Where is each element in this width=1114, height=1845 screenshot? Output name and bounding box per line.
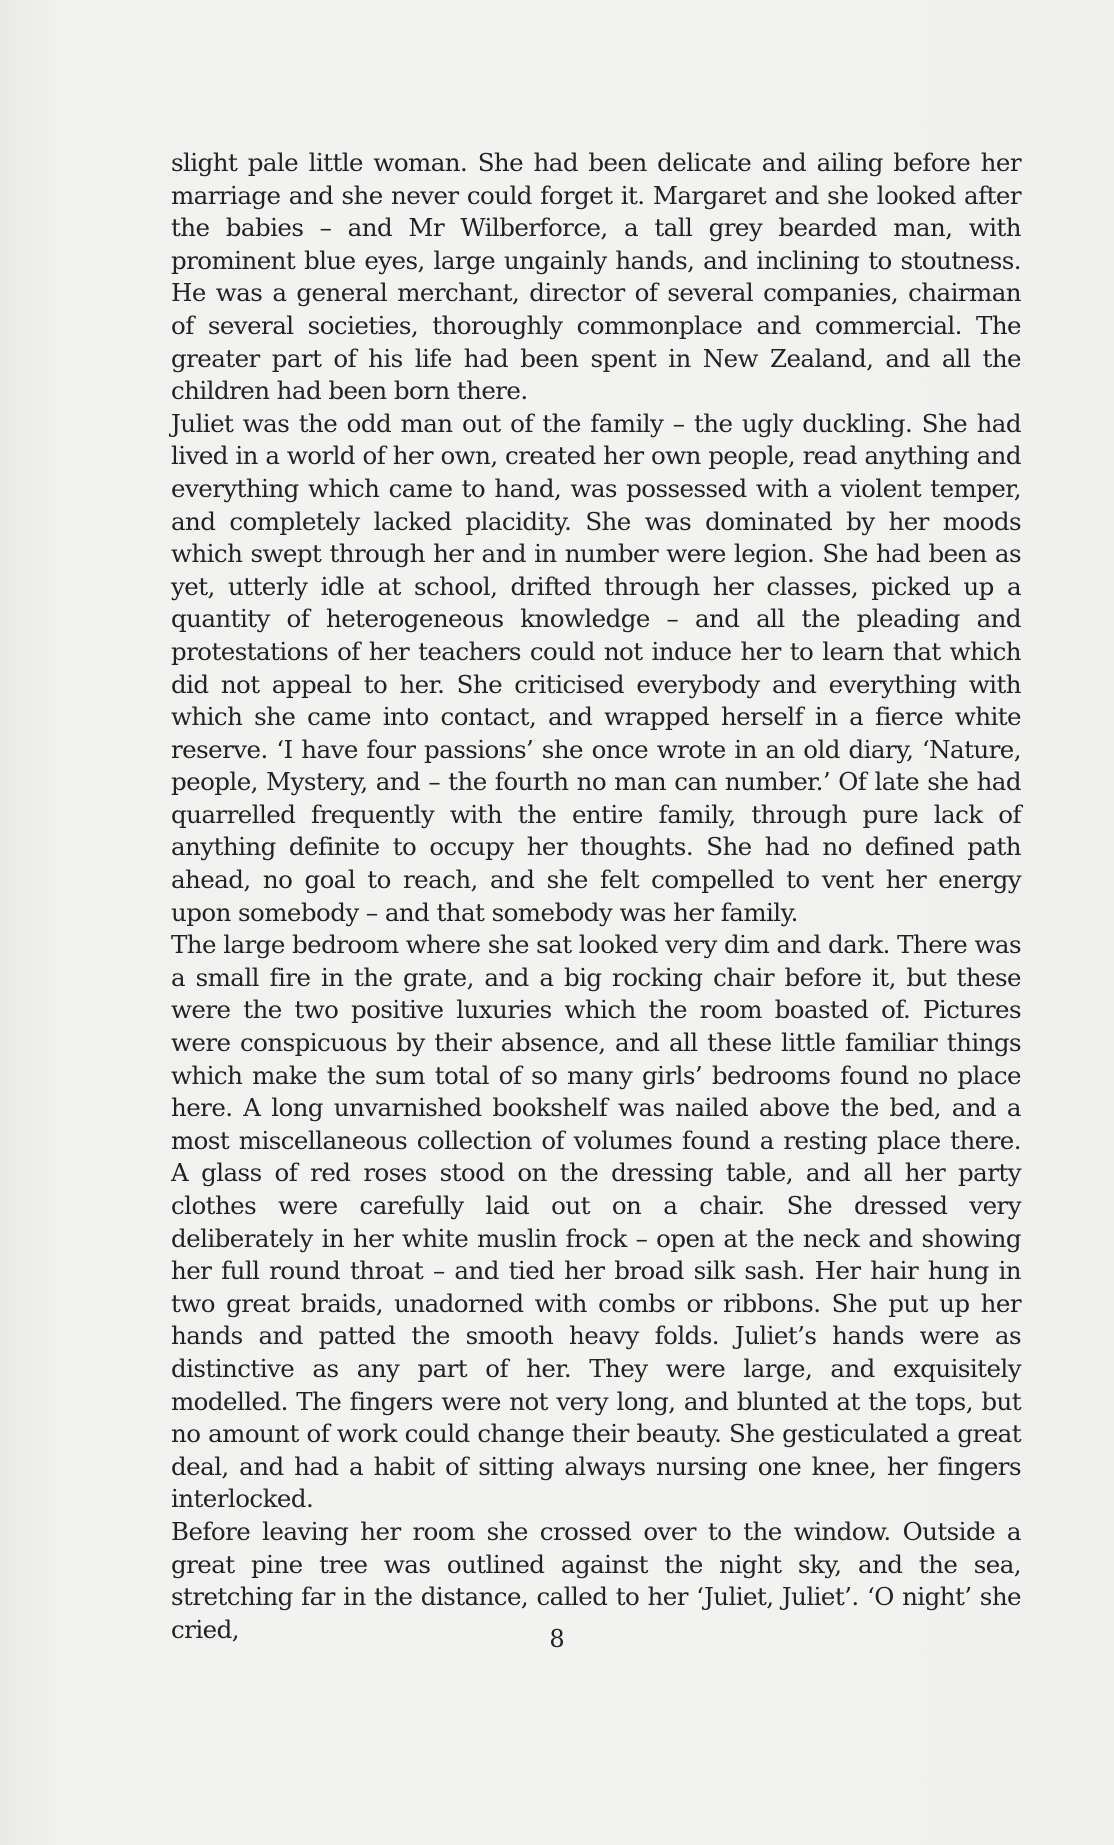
paragraph-1: slight pale little woman. She had been delicate and ailing before her marriage and she never could forget it. Margaret and she looked after the babies – and Mr Wilberforce, a tall grey bearded man, with prominent blue eyes, large ungainly hands, and inclining to stoutness. He was a general merchant, director of several companies, chairman of several societies, thoroughly commonplace and commercial. The greater part of his life had been spent in New Zealand, and all the children had been born there.: [171, 148, 1021, 406]
paragraph-2: Juliet was the odd man out of the family – the ugly duckling. She had lived in a world of her own, created her own people, read anything and everything which came to hand, was possessed with a violent temper, and completely lacked placidity. She was dominated by her moods which swept through her and in number were legion. She had been as yet, utterly idle at school, drifted through her classes, picked up a quantity of heterogeneous knowledge – and all the pleading and protestations of her teachers could not induce her to learn that which did not appeal to her. She criticised everybody and everything with which she came into contact, and wrapped herself in a fierce white reserve. ‘I have four passions’ she once wrote in an old diary, ‘Nature, people, Mystery, and – the fourth no man can number.’ Of late she had quarrelled frequently with the entire family, through pure lack of anything definite to occupy her thoughts. She had no defined path ahead, no goal to reach, and she felt compelled to vent her energy upon somebody – and that somebody was her family.: [171, 408, 1021, 927]
paragraph-4: Before leaving her room she crossed over to the window. Outside a great pine tree was outlined against the night sky, and the sea, stretching far in the distance, called to her ‘Juliet, Juliet’. ‘O night’ she cried,: [171, 1516, 1021, 1644]
paragraph-3: The large bedroom where she sat looked very dim and dark. There was a small fire in the grate, and a big rocking chair before it, but these were the two positive luxuries which the room boasted of. Pictures were conspicuous by their absence, and all these little familiar things which make the sum total of so many girls’ bedrooms found no place here. A long unvarnished bookshelf was nailed above the bed, and a most miscellaneous collection of volumes found a resting place there. A glass of red roses stood on the dressing table, and all her party clothes were carefully laid out on a chair. She dressed very deliberately in her white muslin frock – open at the neck and showing her full round throat – and tied her broad silk sash. Her hair hung in two great braids, unadorned with combs or ribbons. She put up her hands and patted the smooth heavy folds. Juliet’s hands were as distinctive as any part of her. They were large, and exquisitely modelled. The fingers were not very long, and blunted at the tops, but no amount of work could change their beauty. She gesticulated a great deal, and had a habit of sitting always nursing one knee, her fingers interlocked.: [171, 930, 1021, 1514]
body-text: [171, 147, 1021, 1646]
page-number: 8: [549, 1625, 565, 1653]
